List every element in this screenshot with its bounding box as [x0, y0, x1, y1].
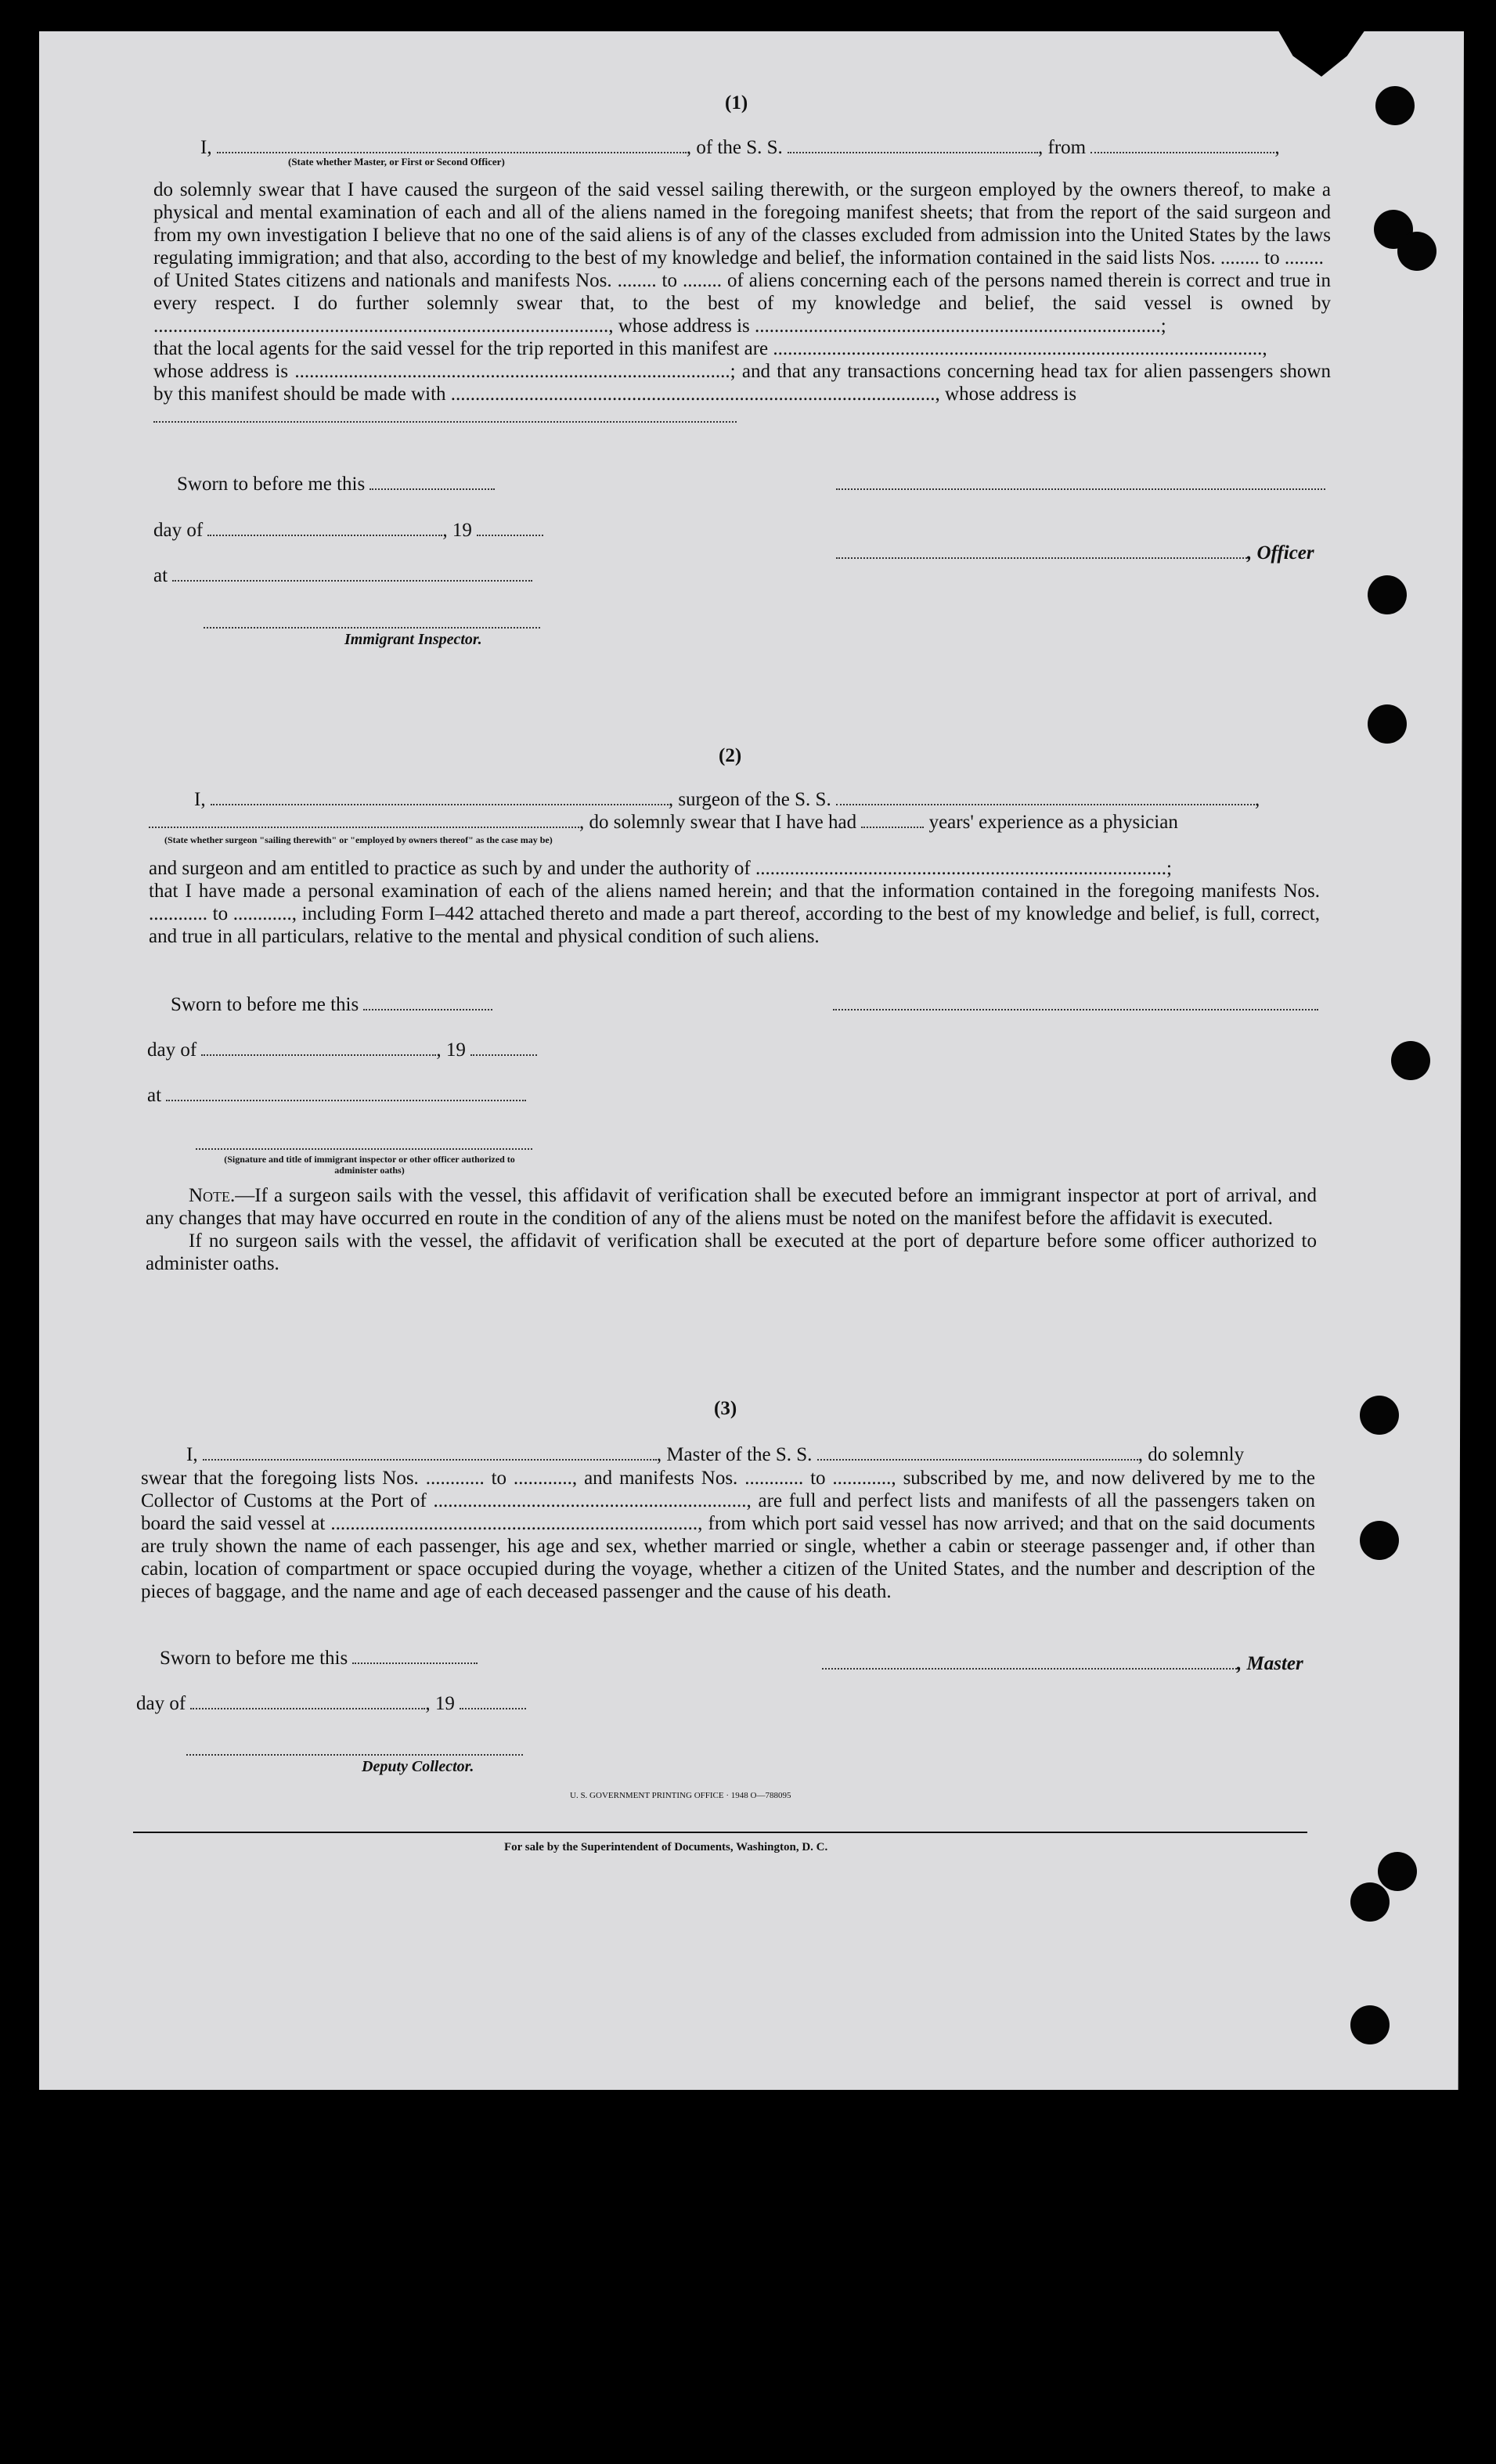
- officer-signature-field[interactable]: [836, 474, 1325, 490]
- from-label: , from: [1038, 137, 1087, 158]
- sworn-line-1: [177, 474, 495, 495]
- sworn-day-field[interactable]: [369, 474, 495, 490]
- note-text-a: —If a surgeon sails with the vessel, this affidavit of verification shall be executed before an immigrant inspector at port of arrival, and any changes that may have occurred en route in the condition of any of the aliens must be noted on the manifest before the affidavit is executed.: [146, 1185, 1317, 1229]
- sworn-label: Sworn to before me this: [160, 1648, 348, 1669]
- sale-notice: For sale by the Superintendent of Documents, Washington, D. C.: [504, 1841, 828, 1853]
- master-signature-field[interactable]: [822, 1654, 1237, 1670]
- surgeon-of-ship-label: , surgeon of the S. S.: [668, 789, 831, 810]
- master-signature-line: [822, 1653, 1303, 1675]
- agent-address-field[interactable]: [153, 407, 737, 423]
- signature-title-hint: (Signature and title of immigrant inspector or other officer authorized to administer oaths): [224, 1154, 515, 1176]
- surgeon-name-field[interactable]: [211, 790, 669, 805]
- officer-label: , Officer: [1247, 542, 1314, 564]
- sworn-label: Sworn to before me this: [177, 474, 366, 495]
- section-1-paragraph-c: that the local agents for the said vessel for the trip reported in this manifest are ....................................................................................................,: [153, 338, 1267, 359]
- note-block: [146, 1184, 1317, 1275]
- master-label: , Master: [1237, 1653, 1303, 1674]
- year-field[interactable]: [477, 521, 543, 536]
- place-field[interactable]: [172, 566, 532, 582]
- punch-hole: [1368, 704, 1407, 744]
- year-label: , 19: [442, 520, 472, 541]
- section-1-body: [153, 178, 1331, 428]
- punch-hole: [1378, 1852, 1417, 1891]
- section-2-paragraph-a: and surgeon and am entitled to practice as such by and under the authority of ....................................................................................;: [149, 858, 1172, 879]
- officer-signature-line-2: [196, 1133, 532, 1155]
- from-port-field[interactable]: [1090, 138, 1274, 153]
- punch-hole: [1368, 575, 1407, 614]
- section-2-line-2: [149, 812, 1178, 834]
- section-1-number: (1): [725, 92, 748, 113]
- ship-name-field[interactable]: [836, 790, 1255, 805]
- punch-hole: [1350, 2005, 1390, 2044]
- pronoun-i: I,: [186, 1444, 198, 1465]
- section-3-body: [141, 1467, 1315, 1603]
- sworn-line-3: [160, 1648, 478, 1670]
- years-label: years' experience as a physician: [928, 812, 1178, 833]
- section-1-paragraph-b: of United States citizens and nationals and manifests Nos. ........ to ........ of aliens concerning each of the persons named therein is correct and true in every respect. I do further solemnly swear that, to the best of my knowledge and belief, the said vessel is owned by ............................................................................................., whose address is ...................................................................................;: [153, 270, 1331, 337]
- deputy-signature-field[interactable]: [186, 1740, 523, 1756]
- punch-hole: [1360, 1521, 1399, 1560]
- printing-office-imprint: U. S. GOVERNMENT PRINTING OFFICE · 1948 O—788095: [570, 1791, 791, 1800]
- punch-hole: [1391, 1041, 1430, 1080]
- footer-rule: [133, 1832, 1307, 1833]
- years-field[interactable]: [861, 812, 924, 828]
- day-of-label: day of: [147, 1039, 197, 1061]
- of-ship-label: , of the S. S.: [686, 137, 783, 158]
- note-paragraph-a: [146, 1184, 1317, 1230]
- year-field[interactable]: [460, 1694, 526, 1709]
- punch-hole: [1350, 1882, 1390, 1922]
- officer-title-field[interactable]: [836, 543, 1247, 559]
- year-label: , 19: [425, 1693, 455, 1714]
- pronoun-i: I,: [194, 789, 206, 810]
- punch-hole: [1375, 86, 1415, 125]
- officer-rank-hint: (State whether Master, or First or Second Officer): [288, 156, 505, 168]
- at-label: at: [153, 565, 168, 586]
- surgeon-signature-line: [833, 994, 1318, 1016]
- deputy-label: Deputy Collector.: [362, 1758, 474, 1775]
- pronoun-i: I,: [200, 137, 212, 158]
- day-of-label: day of: [153, 520, 204, 541]
- note-paragraph-b: If no surgeon sails with the vessel, the affidavit of verification shall be executed at the port of departure before some officer authorized to administer oaths.: [146, 1230, 1317, 1274]
- place-field[interactable]: [166, 1086, 526, 1101]
- officer-title-line: [836, 542, 1314, 564]
- sworn-label: Sworn to before me this: [171, 994, 359, 1015]
- section-3-line-1: [186, 1444, 1244, 1466]
- at-label: at: [147, 1085, 162, 1106]
- section-3-paragraph: swear that the foregoing lists Nos. ............ to ............, and manifests Nos. ............ to ............, subscribed by me, and now delivered by me to the Collector of Customs at the Port of ................................................................, are full and perfect lists and manifests of all the passengers taken on board the said vessel at ..........................................................................., from which port said vessel has now arrived; and that on the said documents are truly shown the name of each passenger, his age and sex, whether married or single, whether a cabin or steerage passenger and, if other than cabin, location of compartment or space occupied during the voyage, whether a citizen of the United States, and the number and description of the pieces of baggage, and the name and age of each deceased passenger and the cause of his death.: [141, 1468, 1315, 1602]
- comma: ,: [1254, 789, 1260, 810]
- solemnly-label: , do solemnly: [1137, 1444, 1245, 1465]
- section-2-number: (2): [719, 745, 742, 766]
- punch-hole: [1360, 1396, 1399, 1435]
- administering-officer-field[interactable]: [196, 1134, 532, 1150]
- comma: ,: [1274, 137, 1280, 158]
- section-1-paragraph-a: do solemnly swear that I have caused the surgeon of the said vessel sailing therewith, or the surgeon employed by the owners thereof, to make a physical and mental examination of each and all of the aliens named in the foregoing manifest sheets; that from the report of the said surgeon and from my own investigation I believe that no one of the said aliens is of any of the classes excluded from admission into the United States by the laws regulating immigration; and that also, according to the best of my knowledge and belief, the information contained in the said lists Nos. ........ to ........: [153, 179, 1331, 268]
- officer-signature-line: [836, 474, 1325, 495]
- sworn-day-field[interactable]: [363, 995, 492, 1010]
- note-label: Note.: [189, 1185, 236, 1206]
- inspector-signature-field[interactable]: [204, 613, 540, 629]
- section-2-line-1: [194, 789, 1260, 811]
- surgeon-status-field[interactable]: [149, 812, 579, 828]
- surgeon-status-hint: (State whether surgeon "sailing therewith" or "employed by owners thereof" as the case may be): [164, 834, 553, 845]
- year-label: , 19: [436, 1039, 466, 1061]
- month-field[interactable]: [207, 521, 442, 536]
- day-of-line-2: [147, 1039, 537, 1061]
- surgeon-signature-field[interactable]: [833, 995, 1318, 1010]
- year-field[interactable]: [470, 1040, 537, 1056]
- master-name-field[interactable]: [203, 1445, 657, 1461]
- day-of-line-3: [136, 1693, 526, 1715]
- section-3-number: (3): [714, 1398, 737, 1419]
- month-field[interactable]: [190, 1694, 425, 1709]
- officer-name-field[interactable]: [217, 138, 687, 153]
- punch-hole: [1397, 232, 1437, 271]
- master-of-ship-label: , Master of the S. S.: [656, 1444, 813, 1465]
- swear-label: , do solemnly swear that I have had: [579, 812, 857, 833]
- sworn-day-field[interactable]: [352, 1648, 478, 1664]
- at-line-2: [147, 1085, 526, 1107]
- day-of-label: day of: [136, 1693, 186, 1714]
- at-line-1: [153, 565, 532, 587]
- section-2-paragraph-b: that I have made a personal examination of each of the aliens named herein; and that the information contained in the foregoing manifests Nos. ............ to ............, including Form I–442 attached thereto and made a part thereof, according to the best of my knowledge and belief, is full, correct, and true in all particulars, relative to the mental and physical condition of such aliens.: [149, 881, 1320, 947]
- section-2-body: [149, 857, 1320, 948]
- month-field[interactable]: [201, 1040, 436, 1056]
- section-1-paragraph-d: whose address is .........................................................................................; and that any transactions concerning head tax for alien passengers shown by this manifest should be made with ..................................................................................................., whose address is: [153, 361, 1331, 405]
- sworn-line-2: [171, 994, 492, 1016]
- ship-name-field[interactable]: [817, 1445, 1138, 1461]
- ship-name-field[interactable]: [788, 138, 1038, 153]
- inspector-label: Immigrant Inspector.: [344, 631, 482, 648]
- day-of-line-1: [153, 520, 543, 542]
